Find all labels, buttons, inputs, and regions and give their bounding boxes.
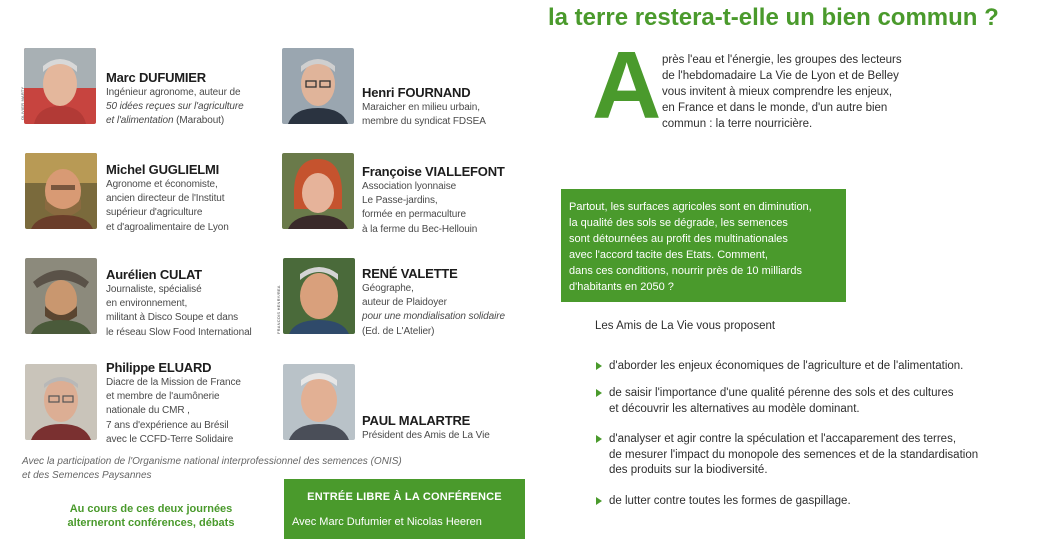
desc-line: Diacre de la Mission de France [106,377,241,388]
portrait-henri-fournand [282,48,354,124]
highlight-line: sont détournées au profit des multinationales [569,233,788,245]
intro-line: près l'eau et l'énergie, les groupes des lecteurs [662,54,902,66]
desc-line: Agronome et économiste, [106,179,218,190]
person-desc-culat [106,283,252,340]
portrait-philippe-eluard [25,364,97,440]
person-name-eluard: Philippe ELUARD [106,360,212,375]
desc-line: Président des Amis de La Vie [362,430,490,441]
desc-line: Maraicher en milieu urbain, [362,102,480,113]
free-entry-box [284,479,525,539]
desc-line: auteur de Plaidoyer [362,297,447,309]
bullet-line: d'analyser et agir contre la spéculation et l'accaparement des terres, [609,433,957,445]
bullet-line: de lutter contre toutes les formes de gaspillage. [609,495,851,507]
highlight-box [561,189,846,302]
bullet-item [596,432,978,479]
highlight-line: la qualité des sols se dégrade, les semences [569,217,788,229]
desc-line: en environnement, [106,298,188,310]
intro-line: en France et dans le monde, d'un autre bien [662,102,888,114]
person-name-culat: Aurélien CULAT [106,267,202,282]
arrow-right-icon [596,497,602,505]
intro-paragraph [662,52,902,132]
desc-line: Association lyonnaise [362,181,457,192]
portrait-marc-dufumier [24,48,96,124]
bullet-line: de mesurer l'impact du monopole des semences et de la standardisation [609,448,979,461]
portrait-aurelien-culat [25,258,97,334]
desc-line: (Ed. de L'Atelier) [362,325,435,337]
person-desc-malartre [362,429,490,443]
bullet-line: et découvrir les alternatives au modèle dominant. [609,402,860,415]
desc-mixed: et l'alimentation [106,115,174,127]
desc-line: Journaliste, spécialisé [106,284,202,295]
bullet-item [596,494,851,510]
free-entry-subtitle: Avec Marc Dufumier et Nicolas Heeren [292,516,482,528]
person-desc-dufumier [106,86,244,129]
arrow-right-icon [596,389,602,397]
intro-line: commun : la terre nourricière. [662,118,813,130]
portrait-paul-malartre [283,364,355,440]
desc-line: avec le CCFD-Terre Solidaire [106,433,234,445]
highlight-line: Partout, les surfaces agricoles sont en diminution, [569,201,812,213]
person-name-fournand: Henri FOURNAND [362,85,471,100]
bottom-left-note [60,502,242,530]
portrait-francoise-viallefont [282,153,354,229]
portrait-rene-valette [283,258,355,334]
highlight-line: avec l'accord tacite des Etats. Comment, [569,249,768,261]
highlight-line: d'habitants en 2050 ? [569,281,674,293]
bullet-line: des produits sur la biodiversité. [609,464,768,476]
desc-line: formée en permaculture [362,209,466,221]
desc-line: Ingénieur agronome, auteur de [106,87,241,98]
desc-line: 7 ans d'expérience au Brésil [106,419,229,431]
photo-credit-dufumier: OLIVIER MARTY [20,86,25,120]
header-cut-text [198,0,205,14]
highlight-line: dans ces conditions, nourrir près de 10 milliards [569,265,802,277]
desc-line: le réseau Slow Food International [106,326,252,338]
desc-line: Le Passe-jardins, [362,195,438,207]
bullet-item [596,359,963,375]
desc-italic: 50 idées reçues sur l'agriculture [106,101,244,113]
intro-line: de l'hebdomadaire La Vie de Lyon et de Belley [662,70,899,82]
desc-line: à la ferme du Bec-Hellouin [362,223,478,235]
bottom-left-line: alterneront conférences, débats [67,517,235,529]
desc-line: militant à Disco Soupe et dans [106,312,239,324]
desc-line: membre du syndicat FDSEA [362,116,486,128]
page-title: la terre restera-t-elle un bien commun ? [548,4,999,31]
person-name-valette: RENÉ VALETTE [362,266,458,281]
person-desc-fournand [362,101,486,129]
desc-line [362,310,505,324]
person-desc-viallefont [362,180,477,237]
desc-line: supérieur d'agriculture [106,207,203,219]
desc-line: ancien directeur de l'Institut [106,193,225,205]
portrait-michel-guglielmi [25,153,97,229]
drop-cap: A [592,32,662,139]
participation-line: Avec la participation de l'Organisme national interprofessionnel des semences (ONIS) [22,456,402,467]
bullet-item [596,386,953,417]
person-desc-valette [362,282,505,339]
highlight-text [569,199,812,295]
free-entry-title: ENTRÉE LIBRE À LA CONFÉRENCE [307,491,502,503]
person-name-viallefont: Françoise VIALLEFONT [362,164,505,179]
person-name-dufumier: Marc DUFUMIER [106,70,206,85]
bullet-line: de saisir l'importance d'une qualité pérenne des sols et des cultures [609,387,954,399]
bottom-left-line: Au cours de ces deux journées [69,503,233,515]
desc-italic: pour une mondialisation solidaire [362,311,505,323]
desc-line: et membre de l'aumônerie [106,391,220,403]
desc-line: nationale du CMR , [106,405,190,417]
desc-line [106,100,244,114]
photo-credit-valette: FRANCOIS HENRY/REA [276,285,281,334]
intro-line: vous invitent à mieux comprendre les enjeux, [662,86,893,98]
arrow-right-icon [596,362,602,370]
participation-line: et des Semences Paysannes [22,470,152,481]
person-desc-guglielmi [106,178,229,235]
person-name-guglielmi: Michel GUGLIELMI [106,162,220,177]
person-name-malartre: PAUL MALARTRE [362,413,471,428]
desc-line: Géographe, [362,283,414,294]
arrow-right-icon [596,435,602,443]
publisher-text: (Marabout) [173,115,225,127]
bullet-line: d'aborder les enjeux économiques de l'agriculture et de l'alimentation. [609,360,964,372]
person-desc-eluard [106,376,241,447]
desc-line: et d'agroalimentaire de Lyon [106,221,229,233]
propose-heading: Les Amis de La Vie vous proposent [595,320,776,332]
desc-line [106,114,244,128]
